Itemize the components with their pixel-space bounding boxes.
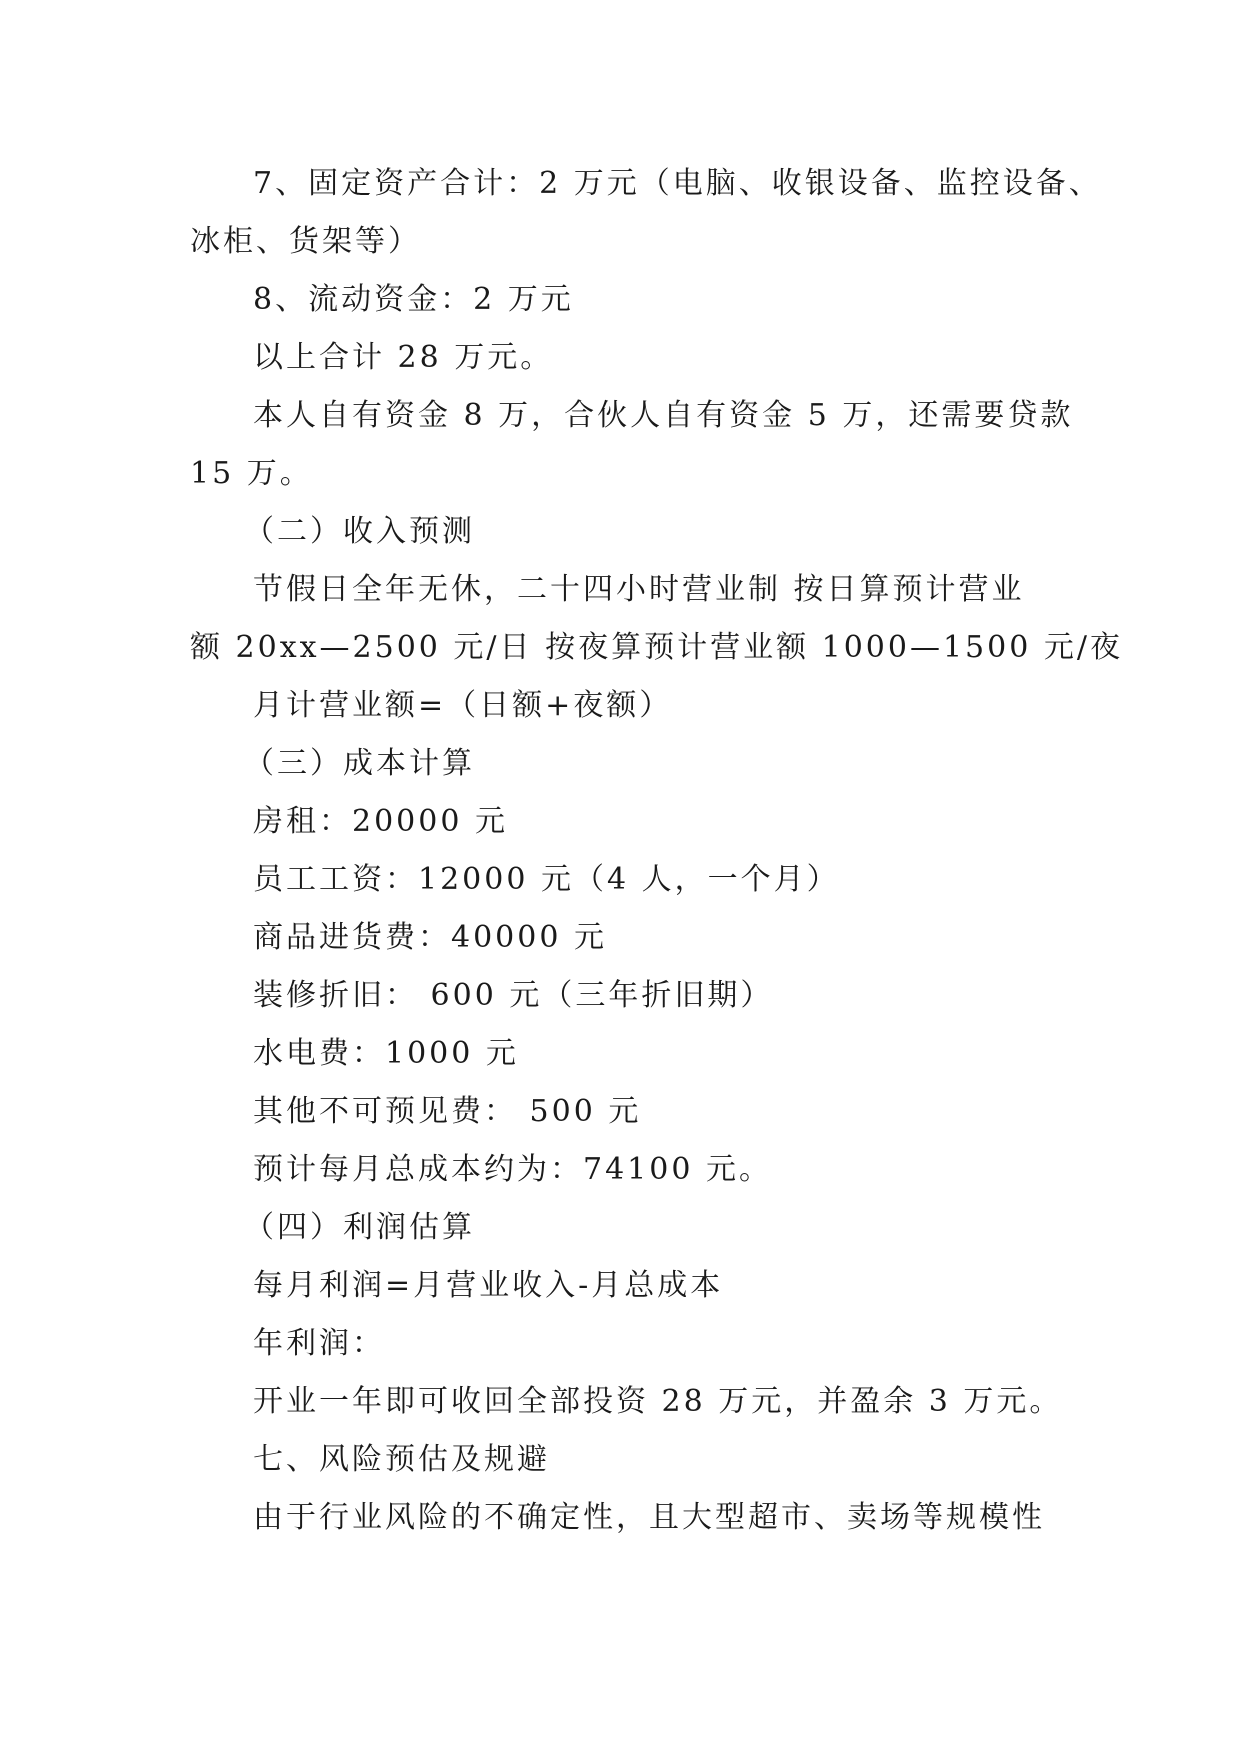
text-line: 其他不可预见费： 500 元 — [253, 1094, 642, 1129]
text-line: 商品进货费：40000 元 — [253, 920, 607, 955]
text-line: 员工工资：12000 元（4 人，一个月） — [253, 862, 840, 897]
text-line: 月计营业额=（日额+夜额） — [253, 688, 673, 723]
section-heading: （四）利润估算 — [244, 1210, 475, 1245]
text-line: 15 万。 — [190, 456, 313, 491]
text-line: 水电费：1000 元 — [253, 1036, 519, 1071]
section-heading: （三）成本计算 — [244, 746, 475, 781]
section-heading: 七、风险预估及规避 — [253, 1442, 550, 1477]
text-line: 8、流动资金：2 万元 — [253, 282, 574, 317]
text-line: 本人自有资金 8 万，合伙人自有资金 5 万，还需要贷款 — [253, 398, 1074, 433]
text-line: 7、固定资产合计：2 万元（电脑、收银设备、监控设备、 — [253, 166, 1102, 201]
text-line: 额 20xx—2500 元/日 按夜算预计营业额 1000—1500 元/夜 — [190, 630, 1123, 665]
text-line: 由于行业风险的不确定性，且大型超市、卖场等规模性 — [253, 1500, 1045, 1535]
text-line: 房租：20000 元 — [253, 804, 508, 839]
text-line: 年利润： — [253, 1326, 385, 1361]
text-line: 以上合计 28 万元。 — [253, 340, 554, 375]
text-line: 预计每月总成本约为：74100 元。 — [253, 1152, 772, 1187]
text-line: 开业一年即可收回全部投资 28 万元，并盈余 3 万元。 — [253, 1384, 1063, 1419]
text-line: 装修折旧： 600 元（三年折旧期） — [253, 978, 774, 1013]
text-line: 节假日全年无休，二十四小时营业制 按日算预计营业 — [253, 572, 1025, 607]
text-line: 冰柜、货架等） — [190, 224, 421, 259]
section-heading: （二）收入预测 — [244, 514, 475, 549]
text-line: 每月利润=月营业收入-月总成本 — [253, 1268, 724, 1303]
